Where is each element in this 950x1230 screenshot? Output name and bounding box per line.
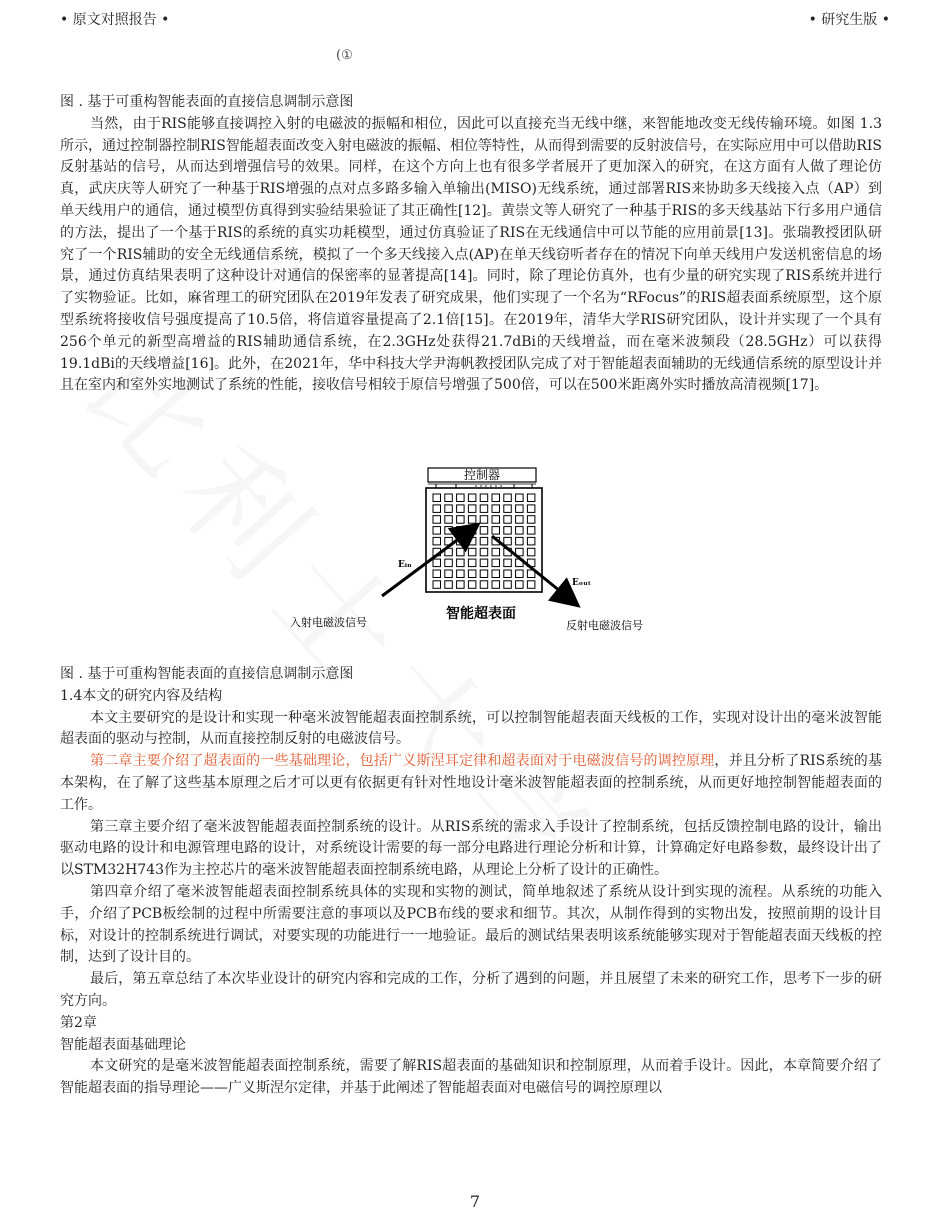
unit-cell bbox=[527, 494, 535, 502]
unit-cell bbox=[480, 581, 488, 589]
unit-cell bbox=[504, 505, 512, 513]
unit-cell bbox=[492, 527, 500, 535]
ris-diagram-svg bbox=[286, 466, 666, 638]
unit-cell bbox=[433, 516, 441, 524]
ellipsis-dot bbox=[485, 485, 486, 486]
unit-cell bbox=[516, 516, 524, 524]
unit-cell bbox=[480, 537, 488, 545]
highlighted-text: 第二章主要介绍了超表面的一些基础理论，包括广义斯涅耳定律和超表面对于电磁波信号的调控原理 bbox=[90, 753, 715, 770]
circled-mark: (① bbox=[336, 48, 353, 63]
surface-cells bbox=[433, 494, 535, 588]
unit-cell bbox=[445, 527, 453, 535]
unit-cell bbox=[504, 581, 512, 589]
unit-cell bbox=[516, 505, 524, 513]
ein-label: Eᵢₙ bbox=[398, 560, 412, 570]
unit-cell bbox=[492, 581, 500, 589]
unit-cell bbox=[468, 570, 476, 578]
unit-cell bbox=[480, 505, 488, 513]
unit-cell bbox=[457, 559, 465, 567]
figure-caption-2: 图 . 基于可重构智能表面的直接信息调制示意图 bbox=[60, 666, 354, 682]
unit-cell bbox=[433, 537, 441, 545]
ellipsis-dot bbox=[500, 485, 501, 486]
unit-cell bbox=[516, 537, 524, 545]
unit-cell bbox=[468, 537, 476, 545]
unit-cell bbox=[504, 527, 512, 535]
unit-cell bbox=[492, 559, 500, 567]
top-text-block bbox=[60, 92, 882, 397]
unit-cell bbox=[433, 505, 441, 513]
paragraph-chapter4: 第四章介绍了毫米波智能超表面控制系统具体的实现和实物的测试，简单地叙述了系统从设计到实现的流程。从系统的功能入手，介绍了PCB板绘制的过程中所需要注意的事项以及PCB布线的要求和细节。其次，从制作得到的实物出发，按照前期的设计目标，对设计的控制系统进行调试，对要实现的功能进行一一地验证。最后的测试结果表明该系统能够实现对于智能超表面天线板的控制，达到了设计目的。 bbox=[60, 883, 882, 966]
unit-cell bbox=[457, 505, 465, 513]
unit-cell bbox=[527, 581, 535, 589]
chapter-title: 智能超表面基础理论 bbox=[60, 1036, 186, 1053]
unit-cell bbox=[480, 548, 488, 556]
unit-cell bbox=[445, 559, 453, 567]
unit-cell bbox=[504, 570, 512, 578]
paragraph-chapter2 bbox=[60, 751, 882, 816]
unit-cell bbox=[468, 505, 476, 513]
bottom-text-block bbox=[60, 664, 882, 1100]
unit-cell bbox=[516, 581, 524, 589]
incident-label: 入射电磁波信号 bbox=[290, 616, 367, 629]
unit-cell bbox=[527, 537, 535, 545]
unit-cell bbox=[445, 494, 453, 502]
header-right-label: • 研究生版 • bbox=[808, 12, 890, 28]
page-number: 7 bbox=[469, 1192, 481, 1211]
unit-cell bbox=[492, 494, 500, 502]
unit-cell bbox=[457, 527, 465, 535]
unit-cell bbox=[492, 570, 500, 578]
unit-cell bbox=[492, 516, 500, 524]
unit-cell bbox=[504, 516, 512, 524]
figure-caption-1: 图 . 基于可重构智能表面的直接信息调制示意图 bbox=[60, 94, 354, 110]
unit-cell bbox=[433, 494, 441, 502]
unit-cell bbox=[480, 559, 488, 567]
unit-cell bbox=[457, 494, 465, 502]
unit-cell bbox=[480, 527, 488, 535]
paragraph-intro: 本文主要研究的是设计和实现一种毫米波智能超表面控制系统，可以控制智能超表面天线板的工作，实现对设计出的毫米波智能超表面的驱动与控制，从而直接控制反射的电磁波信号。 bbox=[60, 709, 882, 748]
ellipsis-dot bbox=[475, 485, 476, 486]
unit-cell bbox=[457, 581, 465, 589]
paragraph-chapter2-intro: 本文研究的是毫米波智能超表面控制系统，需要了解RIS超表面的基础知识和控制原理，从而着手设计。因此，本章简要介绍了智能超表面的指导理论——广义斯涅尔定律，并基于此阐述了智能超表面对电磁信号的调控原理以 bbox=[60, 1058, 882, 1097]
unit-cell bbox=[480, 570, 488, 578]
unit-cell bbox=[468, 548, 476, 556]
paragraph-chapter2-rest: ，并且分析了RIS系统的基本架构，在了解了这些基本原理之后才可以更有依据更有针对性地设计毫米波智能超表面的控制系统，从而更好地控制智能超表面的工作。 bbox=[60, 753, 882, 813]
unit-cell bbox=[457, 570, 465, 578]
unit-cell bbox=[445, 581, 453, 589]
unit-cell bbox=[445, 516, 453, 524]
unit-cell bbox=[527, 505, 535, 513]
unit-cell bbox=[492, 548, 500, 556]
unit-cell bbox=[433, 559, 441, 567]
unit-cell bbox=[516, 527, 524, 535]
unit-cell bbox=[468, 559, 476, 567]
unit-cell bbox=[468, 494, 476, 502]
unit-cell bbox=[433, 527, 441, 535]
paragraph-chapter3: 第三章主要介绍了毫米波智能超表面控制系统的设计。从RIS系统的需求入手设计了控制系统，包括反馈控制电路的设计，输出驱动电路的设计和电源管理电路的设计，对系统设计需要的每一部分电路进行理论分析和计算，计算确定好电路参数，最终设计出了以STM32H743作为主控芯片的毫米波智能超表面控制系统电路，从理论上分析了设计的正确性。 bbox=[60, 818, 882, 879]
ellipsis-dot bbox=[495, 485, 496, 486]
unit-cell bbox=[457, 516, 465, 524]
reflected-label: 反射电磁波信号 bbox=[566, 619, 643, 632]
unit-cell bbox=[527, 548, 535, 556]
unit-cell bbox=[468, 581, 476, 589]
unit-cell bbox=[504, 559, 512, 567]
unit-cell bbox=[504, 494, 512, 502]
section-heading: 1.4本文的研究内容及结构 bbox=[60, 687, 223, 704]
unit-cell bbox=[492, 505, 500, 513]
ellipsis-dot bbox=[480, 485, 481, 486]
unit-cell bbox=[527, 516, 535, 524]
unit-cell bbox=[445, 505, 453, 513]
unit-cell bbox=[433, 570, 441, 578]
unit-cell bbox=[480, 516, 488, 524]
unit-cell bbox=[527, 527, 535, 535]
ellipsis-dot bbox=[490, 485, 491, 486]
controller-label: 控制器 bbox=[463, 468, 501, 482]
ris-diagram bbox=[286, 466, 666, 638]
unit-cell bbox=[468, 516, 476, 524]
eout-label: Eₒᵤₜ bbox=[572, 578, 592, 588]
surface-label: 智能超表面 bbox=[446, 606, 516, 622]
chapter-label: 第2章 bbox=[60, 1014, 97, 1031]
unit-cell bbox=[445, 570, 453, 578]
unit-cell bbox=[504, 537, 512, 545]
unit-cell bbox=[433, 581, 441, 589]
unit-cell bbox=[516, 570, 524, 578]
unit-cell bbox=[457, 548, 465, 556]
paragraph-chapter5: 最后，第五章总结了本次毕业设计的研究内容和完成的工作，分析了遇到的问题，并且展望了未来的研究工作，思考下一步的研究方向。 bbox=[60, 971, 882, 1009]
unit-cell bbox=[480, 494, 488, 502]
paragraph-ris-research: 当然，由于RIS能够直接调控入射的电磁波的振幅和相位，因此可以直接充当无线中继，来智能地改变无线传输环境。如图 1.3所示，通过控制器控制RIS智能超表面改变入射电磁波的振幅、相位等特性，从而得到需要的反射波信号，在实际应用中可以借助RIS反射基站的信号，从而达到增强信号的效果。同样，在这个方向上也有很多学者展开了更加深入的研究，在这方面有人做了理论仿真，武庆庆等人研究了一种基于RIS增强的点对点多路多输入单输出(MISO)无线系统，通过部署RIS来协助多天线接入点（AP）到单天线用户的通信，通过模型仿真得到实验结果验证了其正确性[12]。黄崇文等人研究了一种基于RIS的多天线基站下行多用户通信的方法，提出了一个基于RIS的系统的真实功耗模型，通过仿真验证了RIS在无线通信中可以节能的应用前景[13]。张瑞教授团队研究了一个RIS辅助的安全无线通信系统，模拟了一个多天线接入点(AP)在单天线窃听者存在的情况下向单天线用户发送机密信息的场景，通过仿真结果表明了这种设计对通信的保密率的显著提高[14]。同时，除了理论仿真外，也有少量的研究实现了RIS系统并进行了实物验证。比如，麻省理工的研究团队在2019年发表了研究成果，他们实现了一个名为“RFocus”的RIS超表面系统原型，这个原型系统将接收信号强度提高了10.5倍，将信道容量提高了2.1倍[15]。在2019年，清华大学RIS研究团队，设计并实现了一个具有256个单元的新型高增益的RIS辅助通信系统，在2.3GHz处获得21.7dBi的天线增益，而在毫米波频段（28.5GHz）可以获得19.1dBi的天线增益[16]。此外，在2021年，华中科技大学尹海帆教授团队完成了对于智能超表面辅助的无线通信系统的原型设计并且在室内和室外实地测试了系统的性能，接收信号相较于原信号增强了500倍，可以在500米距离外实时播放高清视频[17]。 bbox=[60, 115, 882, 394]
unit-cell bbox=[516, 494, 524, 502]
header-left-label: • 原文对照报告 • bbox=[60, 12, 170, 28]
